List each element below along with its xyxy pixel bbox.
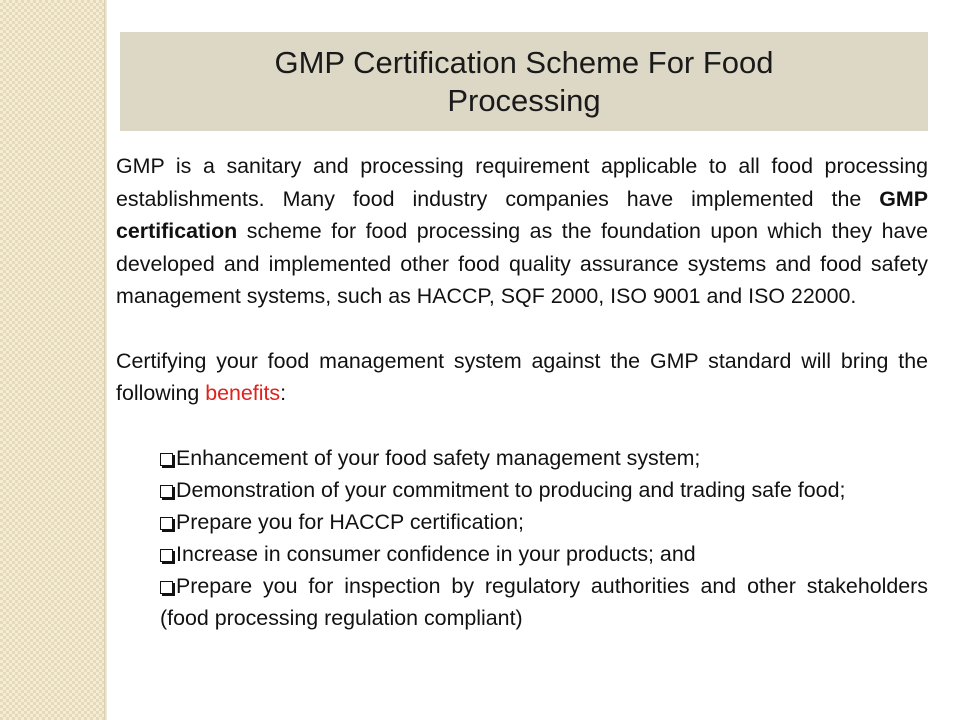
intro-text-2: scheme for food processing as the foundation upon which they have developed and implemented other food quality assurance systems and food safety management systems, such as HACCP, SQF 2000, ISO 9001 and ISO 22000. [116,219,928,308]
intro-paragraph [116,150,928,313]
slide-title: GMP Certification Scheme For Food Processing [274,44,774,118]
benefit-text: Increase in consumer confidence in your products; and [176,541,696,566]
benefits-list [116,442,928,634]
list-item [160,442,928,474]
list-item [160,474,928,506]
paragraph-gap [116,410,928,442]
benefits-intro-text-2: : [280,381,287,405]
checkbox-bullet-icon [160,581,173,594]
checkbox-bullet-icon [160,517,173,530]
benefit-text: Enhancement of your food safety management system; [176,445,701,470]
benefits-intro-text-1: Certifying your food management system against the GMP standard will bring the following [116,348,928,405]
checkbox-bullet-icon [160,453,173,466]
title-banner [120,32,928,131]
paragraph-gap [116,313,928,345]
benefit-text: Prepare you for HACCP certification; [176,509,524,534]
list-item [160,506,928,538]
checkbox-bullet-icon [160,485,173,498]
decorative-side-band [0,0,104,720]
list-item [160,570,928,634]
benefits-highlight: benefits [205,381,281,405]
benefits-intro-paragraph [116,345,928,410]
benefit-text: Prepare you for inspection by regulatory authorities and other stakeholders (food processing regulation compliant) [160,573,928,630]
side-band-edge [104,0,107,720]
list-item [160,538,928,570]
intro-text-1: GMP is a sanitary and processing requirement applicable to all food processing establishments. Many food industry companies have implemented the [116,154,928,211]
benefit-text: Demonstration of your commitment to producing and trading safe food; [176,477,846,502]
slide-body [116,150,928,634]
gmp-certification-bold: GMP certification [116,186,928,243]
checkbox-bullet-icon [160,549,173,562]
